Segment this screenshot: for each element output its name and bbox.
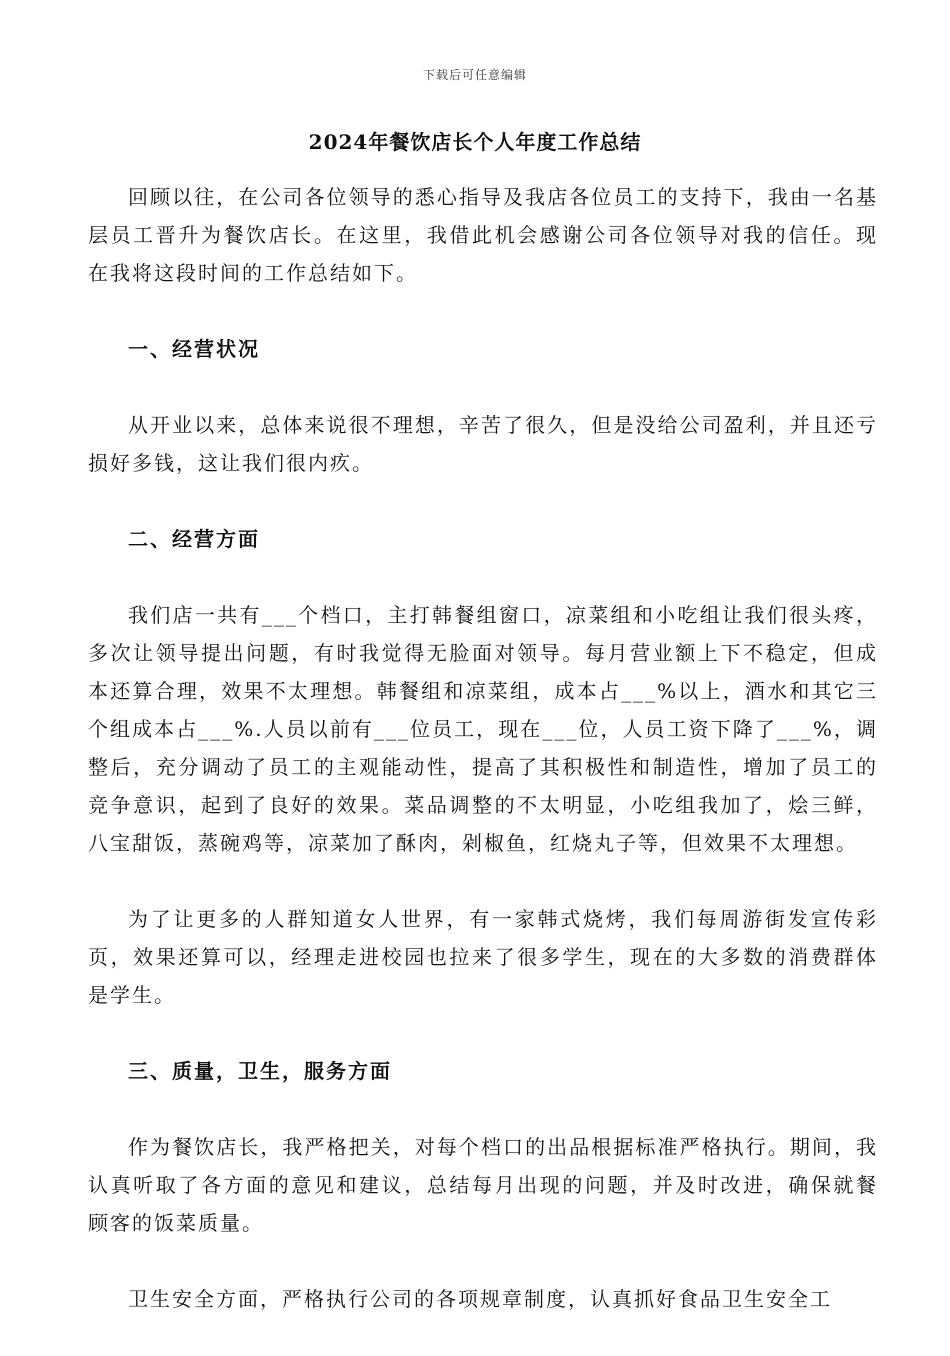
section3-paragraph-2: 卫生安全方面，严格执行公司的各项规章制度，认真抓好食品卫生安全工 xyxy=(128,1287,832,1311)
header-note: 下载后可任意编辑 xyxy=(422,68,527,82)
section2-paragraph-1: 我们店一共有___个档口，主打韩餐组窗口，凉菜组和小吃组让我们很头疼，多次让领导提出问题，有时我觉得无脸面对领导。每月营业额上下不稳定，但成本还算合理，效果不太理想。韩餐组和凉菜组，成本占___%以上，酒水和其它三个组成本占___%.人员以前有___位员工，现在___位，人员工资下降了___%，调整后，充分调动了员工的主观能动性，提高了其积极性和制造性，增加了员工的竞争意识，起到了良好的效果。菜品调整的不太明显，小吃组我加了，烩三鲜，八宝甜饭，蒸碗鸡等，凉菜加了酥肉，剁椒鱼，红烧丸子等，但效果不太理想。 xyxy=(88,603,878,855)
section2-paragraph-2: 为了让更多的人群知道女人世界，有一家韩式烧烤，我们每周游街发宣传彩页，效果还算可以，经理走进校园也拉来了很多学生，现在的大多数的消费群体是学生。 xyxy=(88,907,878,1007)
section-heading-3: 三、质量，卫生，服务方面 xyxy=(128,1059,392,1083)
intro-paragraph: 回顾以往，在公司各位领导的悉心指导及我店各位员工的支持下，我由一名基层员工晋升为餐饮店长。在这里，我借此机会感谢公司各位领导对我的信任。现在我将这段时间的工作总结如下。 xyxy=(88,185,878,285)
section1-paragraph-1: 从开业以来，总体来说很不理想，辛苦了很久，但是没给公司盈利，并且还亏损好多钱，这让我们很内疚。 xyxy=(88,413,878,475)
section-heading-2: 二、经营方面 xyxy=(128,527,260,551)
page-title: 2024年餐饮店长个人年度工作总结 xyxy=(308,130,642,154)
section-heading-1: 一、经营状况 xyxy=(128,337,260,361)
section3-paragraph-1: 作为餐饮店长，我严格把关，对每个档口的出品根据标准严格执行。期间，我认真听取了各方面的意见和建议，总结每月出现的问题，并及时改进，确保就餐顾客的饭菜质量。 xyxy=(88,1135,878,1235)
document-body xyxy=(88,178,878,1356)
